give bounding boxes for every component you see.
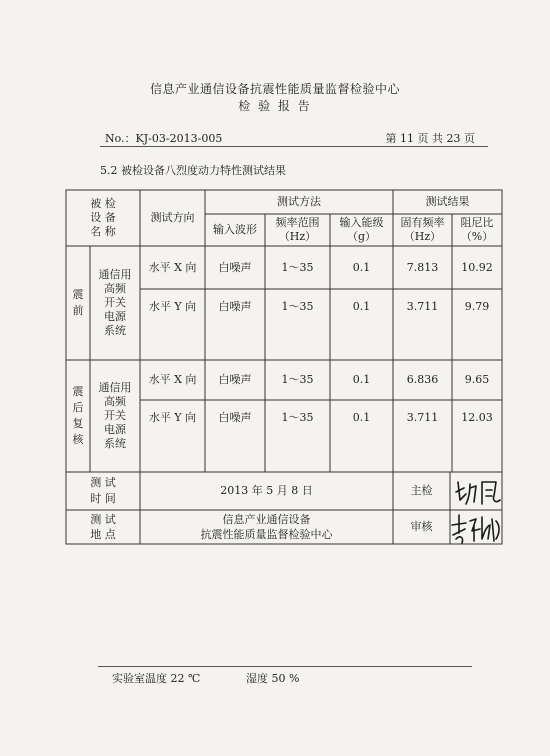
row-waveform: 白噪声 [218, 373, 252, 386]
chief-inspector-label: 主检 [410, 484, 433, 497]
section-title: 5.2 被检设备八烈度动力特性测试结果 [100, 164, 286, 177]
test-time-label: 测 试 时 间 [90, 476, 116, 505]
header-frequency-range: 频率范围 （Hz） [275, 216, 320, 243]
chief-inspector-signature [452, 474, 504, 510]
row-waveform: 白噪声 [218, 411, 252, 424]
header-test-method: 测试方法 [277, 195, 321, 208]
row-input-level: 0.1 [352, 411, 371, 424]
test-location-label: 测 试 地 点 [90, 513, 116, 541]
row-input-level: 0.1 [352, 373, 371, 386]
row-waveform: 白噪声 [218, 300, 252, 313]
device-name: 通信用 高频 开关 电源 系统 [98, 381, 132, 450]
doc-number: No.：KJ-03-2013-005 [105, 132, 223, 145]
page-info: 第 11 页 共 23 页 [385, 132, 475, 145]
header-device-name: 被 检 设 备 名 称 [90, 197, 116, 238]
phase-post-quake-recheck: 震 后 复 核 [72, 385, 84, 446]
header-damping-ratio: 阻尼比 （%） [460, 216, 494, 243]
row-direction: 水平 X 向 [148, 373, 197, 386]
header-input-level: 输入能级 （g） [339, 216, 384, 243]
device-name: 通信用 高频 开关 电源 系统 [98, 268, 132, 337]
test-time-value: 2013 年 5 月 8 日 [220, 484, 313, 497]
row-natural-frequency: 3.711 [406, 300, 439, 313]
header-natural-frequency: 固有频率 （Hz） [400, 216, 445, 243]
header-input-waveform: 输入波形 [213, 223, 257, 236]
row-damping-ratio: 9.65 [464, 373, 490, 386]
row-natural-frequency: 3.711 [406, 411, 439, 424]
reviewer-label: 审核 [410, 520, 433, 533]
test-location-value: 信息产业通信设备 抗震性能质量监督检验中心 [200, 513, 333, 541]
report-title: 检 验 报 告 [238, 99, 312, 113]
header-test-direction: 测试方向 [150, 211, 195, 224]
row-damping-ratio: 10.92 [461, 260, 493, 274]
lab-humidity: 湿度 50 % [246, 672, 300, 685]
reviewer-signature [450, 511, 504, 545]
row-damping-ratio: 9.79 [464, 300, 490, 313]
footer-rule [98, 666, 472, 667]
row-natural-frequency: 7.813 [406, 260, 439, 274]
row-direction: 水平 X 向 [148, 260, 197, 274]
row-input-level: 0.1 [352, 300, 371, 313]
row-damping-ratio: 12.03 [461, 411, 493, 424]
phase-pre-quake: 震 前 [72, 288, 84, 317]
org-title: 信息产业通信设备抗震性能质量监督检验中心 [149, 82, 400, 96]
row-frequency-range: 1～35 [281, 260, 314, 274]
row-frequency-range: 1～35 [281, 300, 314, 313]
row-frequency-range: 1～35 [281, 411, 314, 424]
row-direction: 水平 Y 向 [148, 411, 197, 424]
row-direction: 水平 Y 向 [148, 300, 197, 313]
lab-temperature: 实验室温度 22 ℃ [112, 672, 201, 685]
row-natural-frequency: 6.836 [406, 373, 439, 386]
row-input-level: 0.1 [352, 260, 371, 274]
row-frequency-range: 1～35 [281, 373, 314, 386]
row-waveform: 白噪声 [218, 260, 252, 274]
header-test-results: 测试结果 [425, 195, 470, 208]
